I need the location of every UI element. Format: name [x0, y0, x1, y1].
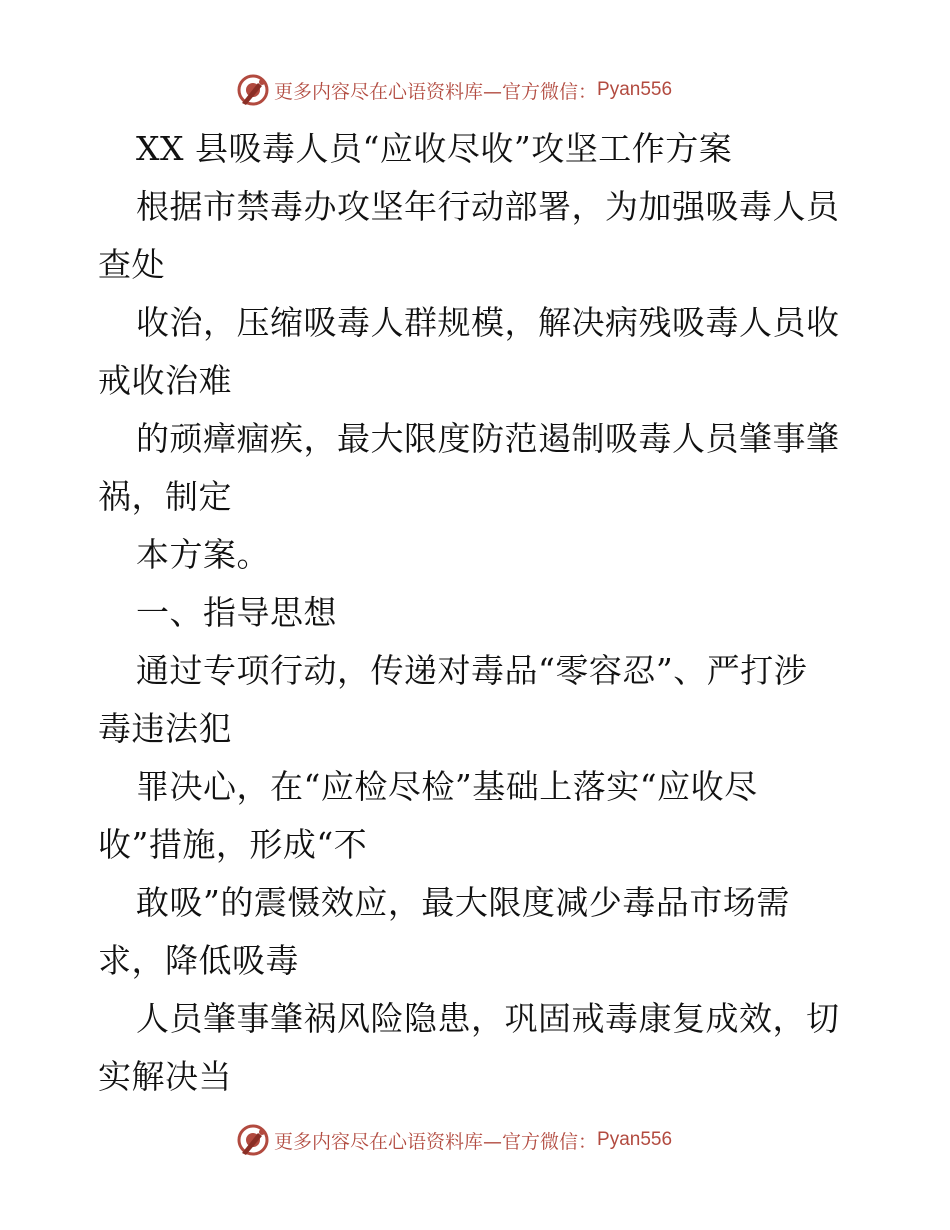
pen-logo-icon	[236, 73, 270, 107]
paragraph-line: 毒违法犯	[98, 709, 232, 748]
watermark-wechat-id: Pyan556	[597, 1129, 673, 1150]
watermark-wechat-id: Pyan556	[597, 79, 673, 100]
paragraph-line: 敢吸”的震慑效应，最大限度减少毒品市场需	[136, 883, 790, 922]
paragraph-line: 通过专项行动，传递对毒品“零容忍”、严打涉	[136, 651, 808, 690]
footer-watermark	[236, 1120, 672, 1160]
document-title: XX 县吸毒人员“应收尽收”攻坚工作方案	[136, 129, 733, 168]
paragraph-line: 戒收治难	[98, 361, 232, 400]
paragraph-line: 查处	[98, 245, 165, 284]
watermark-text: 更多内容尽在心语资料库—官方微信：	[274, 1130, 598, 1153]
paragraph-line: 求，降低吸毒	[98, 941, 299, 980]
pen-logo-icon	[236, 1123, 270, 1157]
header-watermark	[236, 70, 672, 110]
section-heading: 一、指导思想	[136, 593, 337, 632]
paragraph-line: 收”措施，形成“不	[98, 825, 368, 864]
paragraph-line: 根据市禁毒办攻坚年行动部署，为加强吸毒人员	[136, 187, 840, 226]
paragraph-line: 祸，制定	[98, 477, 232, 516]
paragraph-line: 收治，压缩吸毒人群规模，解决病残吸毒人员收	[136, 303, 840, 342]
paragraph-line: 人员肇事肇祸风险隐患，巩固戒毒康复成效，切	[136, 999, 840, 1038]
paragraph-line: 的顽瘴痼疾，最大限度防范遏制吸毒人员肇事肇	[136, 419, 840, 458]
paragraph-line: 本方案。	[136, 535, 270, 574]
paragraph-line: 实解决当	[98, 1057, 232, 1096]
watermark-text: 更多内容尽在心语资料库—官方微信：	[274, 80, 598, 103]
paragraph-line: 罪决心，在“应检尽检”基础上落实“应收尽	[136, 767, 758, 806]
